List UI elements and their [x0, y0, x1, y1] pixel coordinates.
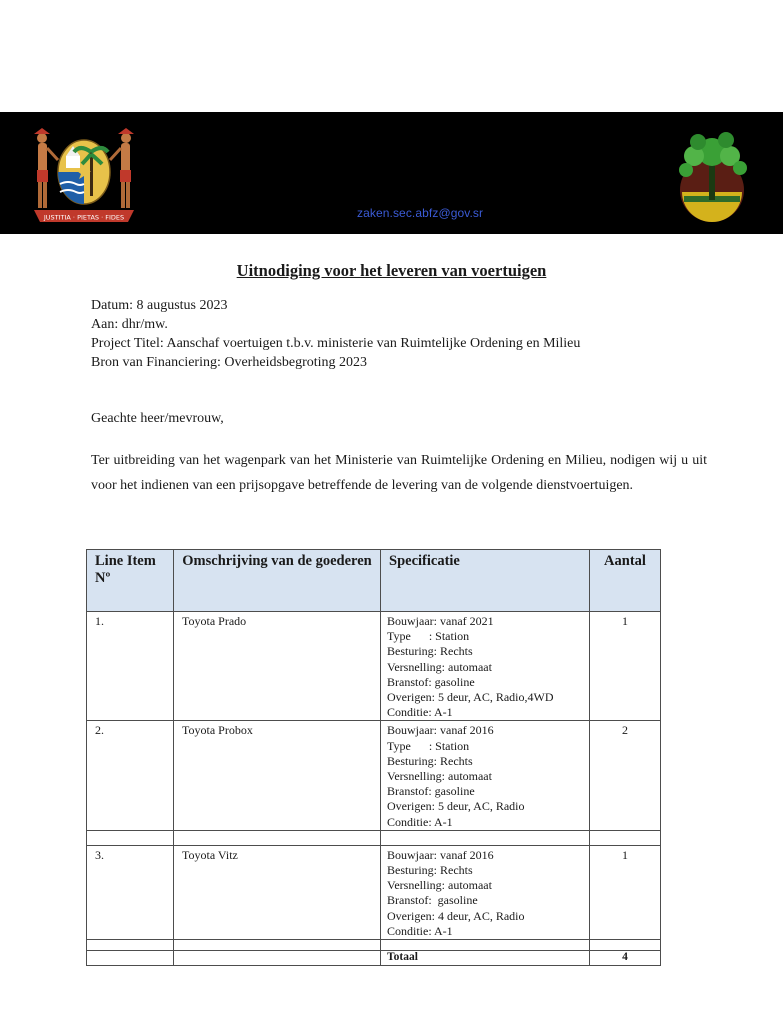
cell-item: 3.	[87, 845, 174, 939]
spec-line: Overigen: 5 deur, AC, Radio	[387, 799, 525, 814]
spec-line: Type : Station	[387, 738, 470, 753]
spec-line: Versnelling: automaat	[387, 878, 492, 893]
spec-line: Conditie: A-1	[387, 814, 453, 829]
document-meta	[91, 296, 580, 372]
spec-line: Branstof: gasoline	[387, 674, 475, 689]
spec-line: Branstof: gasoline	[387, 893, 478, 908]
empty-cell	[174, 951, 381, 966]
cell-item: 1.	[87, 612, 174, 721]
ministry-eco-logo-icon	[666, 130, 758, 224]
spec-line: Besturing: Rechts	[387, 863, 473, 878]
spec-line: Branstof: gasoline	[387, 784, 475, 799]
body-paragraph: Ter uitbreiding van het wagenpark van het Ministerie van Ruimtelijke Ordening en Milieu, nodigen wij u uit voor het indienen van een prijsopgave betreffende de levering van de volgende dienstvoertuigen.	[91, 453, 707, 493]
cell-quantity: 2	[590, 721, 661, 830]
header-description: Omschrijving van de goederen	[174, 550, 381, 612]
letterhead-banner	[0, 112, 783, 234]
cell-specification	[381, 612, 590, 721]
spec-line: Bouwjaar: vanaf 2016	[387, 847, 494, 862]
empty-cell	[174, 830, 381, 845]
cell-specification	[381, 845, 590, 939]
meta-project-title: Project Titel: Aanschaf voertuigen t.b.v. ministerie van Ruimtelijke Ordening en Milieu	[91, 336, 581, 351]
meta-recipient: Aan: dhr/mw.	[91, 317, 168, 332]
spec-line: Type : Station	[387, 629, 470, 644]
spec-line: Conditie: A-1	[387, 923, 453, 938]
empty-cell	[87, 830, 174, 845]
cell-quantity: 1	[590, 612, 661, 721]
cell-description: Toyota Prado	[174, 612, 381, 721]
empty-cell	[590, 830, 661, 845]
total-value: 4	[590, 951, 661, 966]
empty-cell	[381, 940, 590, 951]
total-label: Totaal	[381, 951, 590, 966]
table-row	[87, 612, 661, 721]
cell-specification	[381, 721, 590, 830]
empty-cell	[590, 940, 661, 951]
cell-description: Toyota Vitz	[174, 845, 381, 939]
spec-line: Besturing: Rechts	[387, 644, 473, 659]
table-header-row	[87, 550, 661, 612]
table-row	[87, 845, 661, 939]
empty-cell	[381, 830, 590, 845]
table-row	[87, 721, 661, 830]
table-spacer-row	[87, 830, 661, 845]
cell-item: 2.	[87, 721, 174, 830]
table-total-row	[87, 951, 661, 966]
empty-cell	[87, 940, 174, 951]
table-spacer-row	[87, 940, 661, 951]
header-line-item: Line Item Nº	[87, 550, 174, 612]
spec-line: Overigen: 4 deur, AC, Radio	[387, 908, 525, 923]
cell-quantity: 1	[590, 845, 661, 939]
meta-funding-source: Bron van Financiering: Overheidsbegroting 2023	[91, 355, 368, 370]
cell-description: Toyota Probox	[174, 721, 381, 830]
spec-line: Bouwjaar: vanaf 2021	[387, 614, 494, 628]
header-specification: Specificatie	[381, 550, 590, 612]
greeting: Geachte heer/mevrouw,	[91, 411, 224, 426]
spec-line: Overigen: 5 deur, AC, Radio,4WD	[387, 690, 554, 705]
meta-date: Datum: 8 augustus 2023	[91, 298, 228, 313]
suriname-coat-of-arms-icon	[28, 126, 140, 232]
spec-line: Versnelling: automaat	[387, 659, 492, 674]
goods-table	[86, 549, 661, 966]
spec-line: Bouwjaar: vanaf 2016	[387, 723, 494, 738]
header-quantity: Aantal	[590, 550, 661, 612]
document-title: Uitnodiging voor het leveren van voertuigen	[236, 261, 547, 280]
spec-line: Versnelling: automaat	[387, 769, 492, 784]
empty-cell	[87, 951, 174, 966]
empty-cell	[174, 940, 381, 951]
contact-email[interactable]: zaken.sec.abfz@gov.sr	[357, 206, 484, 220]
svg-text:JUSTITIA · PIETAS · FIDES: JUSTITIA · PIETAS · FIDES	[43, 213, 125, 222]
spec-line: Besturing: Rechts	[387, 753, 473, 768]
spec-line: Conditie: A-1	[387, 705, 453, 720]
